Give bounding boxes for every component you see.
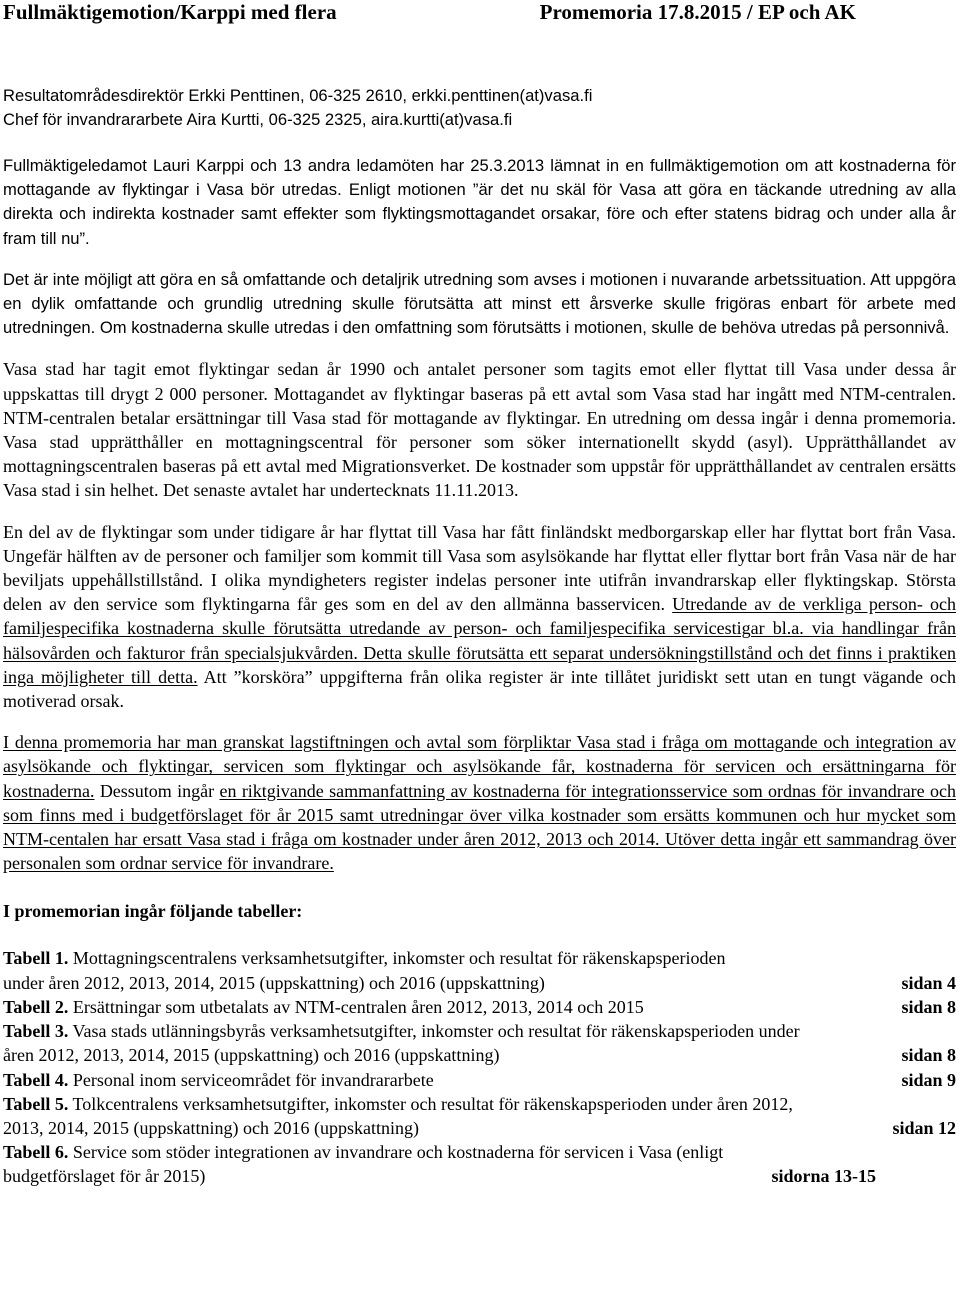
table-label: Tabell 1. bbox=[3, 948, 69, 969]
contact-line: Resultatområdesdirektör Erkki Penttinen, 06-325 2610, erkki.penttinen(at)vasa.fi bbox=[3, 86, 593, 105]
table-entry bbox=[3, 995, 956, 1019]
contact-block bbox=[3, 84, 956, 132]
page-header bbox=[3, 0, 956, 24]
intro-paragraph bbox=[3, 154, 956, 251]
table-entry bbox=[3, 1068, 956, 1092]
table-description: Vasa stads utlänningsbyrås verksamhetsutgifter, inkomster och resultat för räkenskapsperioden under bbox=[72, 1021, 800, 1042]
table-description: Tolkcentralens verksamhetsutgifter, inkomster och resultat för räkenskapsperioden under åren 2012, bbox=[72, 1093, 793, 1114]
table-description-cont: under åren 2012, 2013, 2014, 2015 (uppskattning) och 2016 (uppskattning) bbox=[3, 972, 545, 993]
paragraph-text: Att ”korsköra” uppgifterna från olika register är inte tillåtet juridiskt sett utan en tungt vägande och motiverad orsak. bbox=[3, 666, 956, 712]
page-reference: sidan 9 bbox=[901, 1069, 956, 1090]
table-description: Service som stöder integrationen av invandrare och kostnaderna för servicen i Vasa (enligt bbox=[72, 1142, 724, 1163]
table-label: Tabell 2. bbox=[3, 996, 69, 1017]
page-reference: sidan 8 bbox=[901, 1045, 956, 1066]
table-entry bbox=[3, 1019, 956, 1067]
table-description-cont: åren 2012, 2013, 2014, 2015 (uppskattning) och 2016 (uppskattning) bbox=[3, 1045, 500, 1066]
underlined-text: Utredande av de verkliga person- och familjespecifika kostnaderna skulle förutsätta utredande av person- och familjespecifika servicestigar bl.a. via handlingar från hälsovården och fakturor från specialsjukvården. Detta skulle förutsätta ett separat undersökningstillstånd och det finns i praktiken inga möjligheter till detta. bbox=[3, 594, 956, 687]
table-label: Tabell 5. bbox=[3, 1093, 69, 1114]
table-description: Ersättningar som utbetalats av NTM-centralen åren 2012, 2013, 2014 och 2015 bbox=[72, 996, 644, 1017]
table-description-cont: 2013, 2014, 2015 (uppskattning) och 2016 (uppskattning) bbox=[3, 1117, 419, 1138]
paragraph-memo-scope bbox=[3, 730, 956, 875]
table-description: Personal inom serviceområdet för invandrararbete bbox=[72, 1069, 434, 1090]
table-label: Tabell 3. bbox=[3, 1021, 69, 1042]
table-entry bbox=[3, 1092, 956, 1140]
table-description: Mottagningscentralens verksamhetsutgifter, inkomster och resultat för räkenskapsperioden bbox=[72, 948, 726, 969]
intro-text: Fullmäktigeledamot Lauri Karppi och 13 andra ledamöten har 25.3.2013 lämnat in en fullmäktigemotion om att kostnaderna för mottagande av flyktingar i Vasa bör utredas. bbox=[3, 156, 956, 200]
document-page bbox=[3, 0, 956, 1189]
paragraph-work-situation: Det är inte möjligt att göra en så omfattande och detaljrik utredning som avses i motionen i nuvarande arbetssituation. Att uppgöra en dylik omfattande och grundlig utredning skulle förutsätta att minst ett årsverke skulle frigöras enbart för arbete med utredningen. Om kostnaderna skulle utredas i den omfattning som förutsätts i motionen, skulle de behöva utredas på personnivå. bbox=[3, 269, 956, 338]
page-reference: sidorna 13-15 bbox=[771, 1166, 876, 1187]
tables-list bbox=[3, 946, 956, 1188]
contact-line: Chef för invandrararbete Aira Kurtti, 06-325 2325, aira.kurtti(at)vasa.fi bbox=[3, 110, 513, 129]
header-right-title: Promemoria 17.8.2015 / EP och AK bbox=[539, 0, 856, 24]
page-reference: sidan 4 bbox=[901, 972, 956, 993]
page-reference: sidan 12 bbox=[892, 1117, 956, 1138]
tables-heading: I promemorian ingår följande tabeller: bbox=[3, 901, 303, 922]
paragraph-text: Dessutom ingår bbox=[99, 780, 215, 801]
table-description-cont: budgetförslaget för år 2015) bbox=[3, 1166, 206, 1187]
paragraph-refugee-reception: Vasa stad har tagit emot flyktingar sedan år 1990 och antalet personer som tagits emot eller flyttat till Vasa under dessa år uppskattas till drygt 2 000 personer. Mottagandet av flyktingar baseras på ett avtal som Vasa stad har ingått med NTM-centralen. NTM-centralen betalar ersättningar till Vasa stad för mottagande av flyktingar. En utredning om dessa ingår i denna promemoria. Vasa stad upprätthåller en mottagningscentral för personer som söker internationellt skydd (asyl). Upprätthållandet av mottagningscentralen baseras på ett avtal med Migrationsverket. De kostnader som uppstår för upprätthållandet av centralen ersätts Vasa stad i sin helhet. Det senaste avtalet har undertecknats 11.11.2013. bbox=[3, 359, 956, 501]
table-entry bbox=[3, 1140, 956, 1188]
page-reference: sidan 8 bbox=[901, 996, 956, 1017]
underlined-text: I denna promemoria har man granskat lagstiftningen och avtal som förpliktar Vasa stad i fråga om mottagande och integration av asylsökande och flyktingar, servicen som flyktingar och asylsökande får, kostnaderna för servicen och ersättningarna för kostnaderna. bbox=[3, 732, 956, 801]
paragraph-text: En del av de flyktingar som under tidigare år har flyttat till Vasa har fått finländskt medborgarskap eller har flyttat bort från Vasa. Ungefär hälften av de personer och familjer som kommit till Vasa som asylsökande har flyttat eller flyttar bort från Vasa när de har beviljats uppehållstillstånd. I olika myndigheters register indelas personer inte utifrån invandrarskap eller flyktingskap. Största delen av den service som flyktingarna får ges som en del av den allmänna basservicen. bbox=[3, 521, 956, 615]
paragraph-citizenship bbox=[3, 520, 956, 714]
intro-quote-text: Enligt motionen ”är det nu skäl för Vasa att göra en täckande utredning av alla direkta och indirekta kostnader samt effekter som flyktingsmottagandet orsakar, före och efter statens bidrag och under alla år fram till nu”. bbox=[3, 180, 956, 248]
table-label: Tabell 4. bbox=[3, 1069, 69, 1090]
underlined-text: en riktgivande sammanfattning av kostnaderna för integrationsservice som ordnas för invandrare och som finns med i budgetförslaget för år 2015 samt utredningar över vilka kostnader som ersätts kommunen och hur mycket som NTM-centalen har ersatt Vasa stad i fråga om kostnader under åren 2012, 2013 och 2014. Utöver detta ingår ett sammandrag över personalen som ordnar service för invandrare. bbox=[3, 780, 957, 874]
table-entry bbox=[3, 946, 956, 994]
header-left-title: Fullmäktigemotion/Karppi med flera bbox=[3, 0, 337, 24]
table-label: Tabell 6. bbox=[3, 1142, 69, 1163]
